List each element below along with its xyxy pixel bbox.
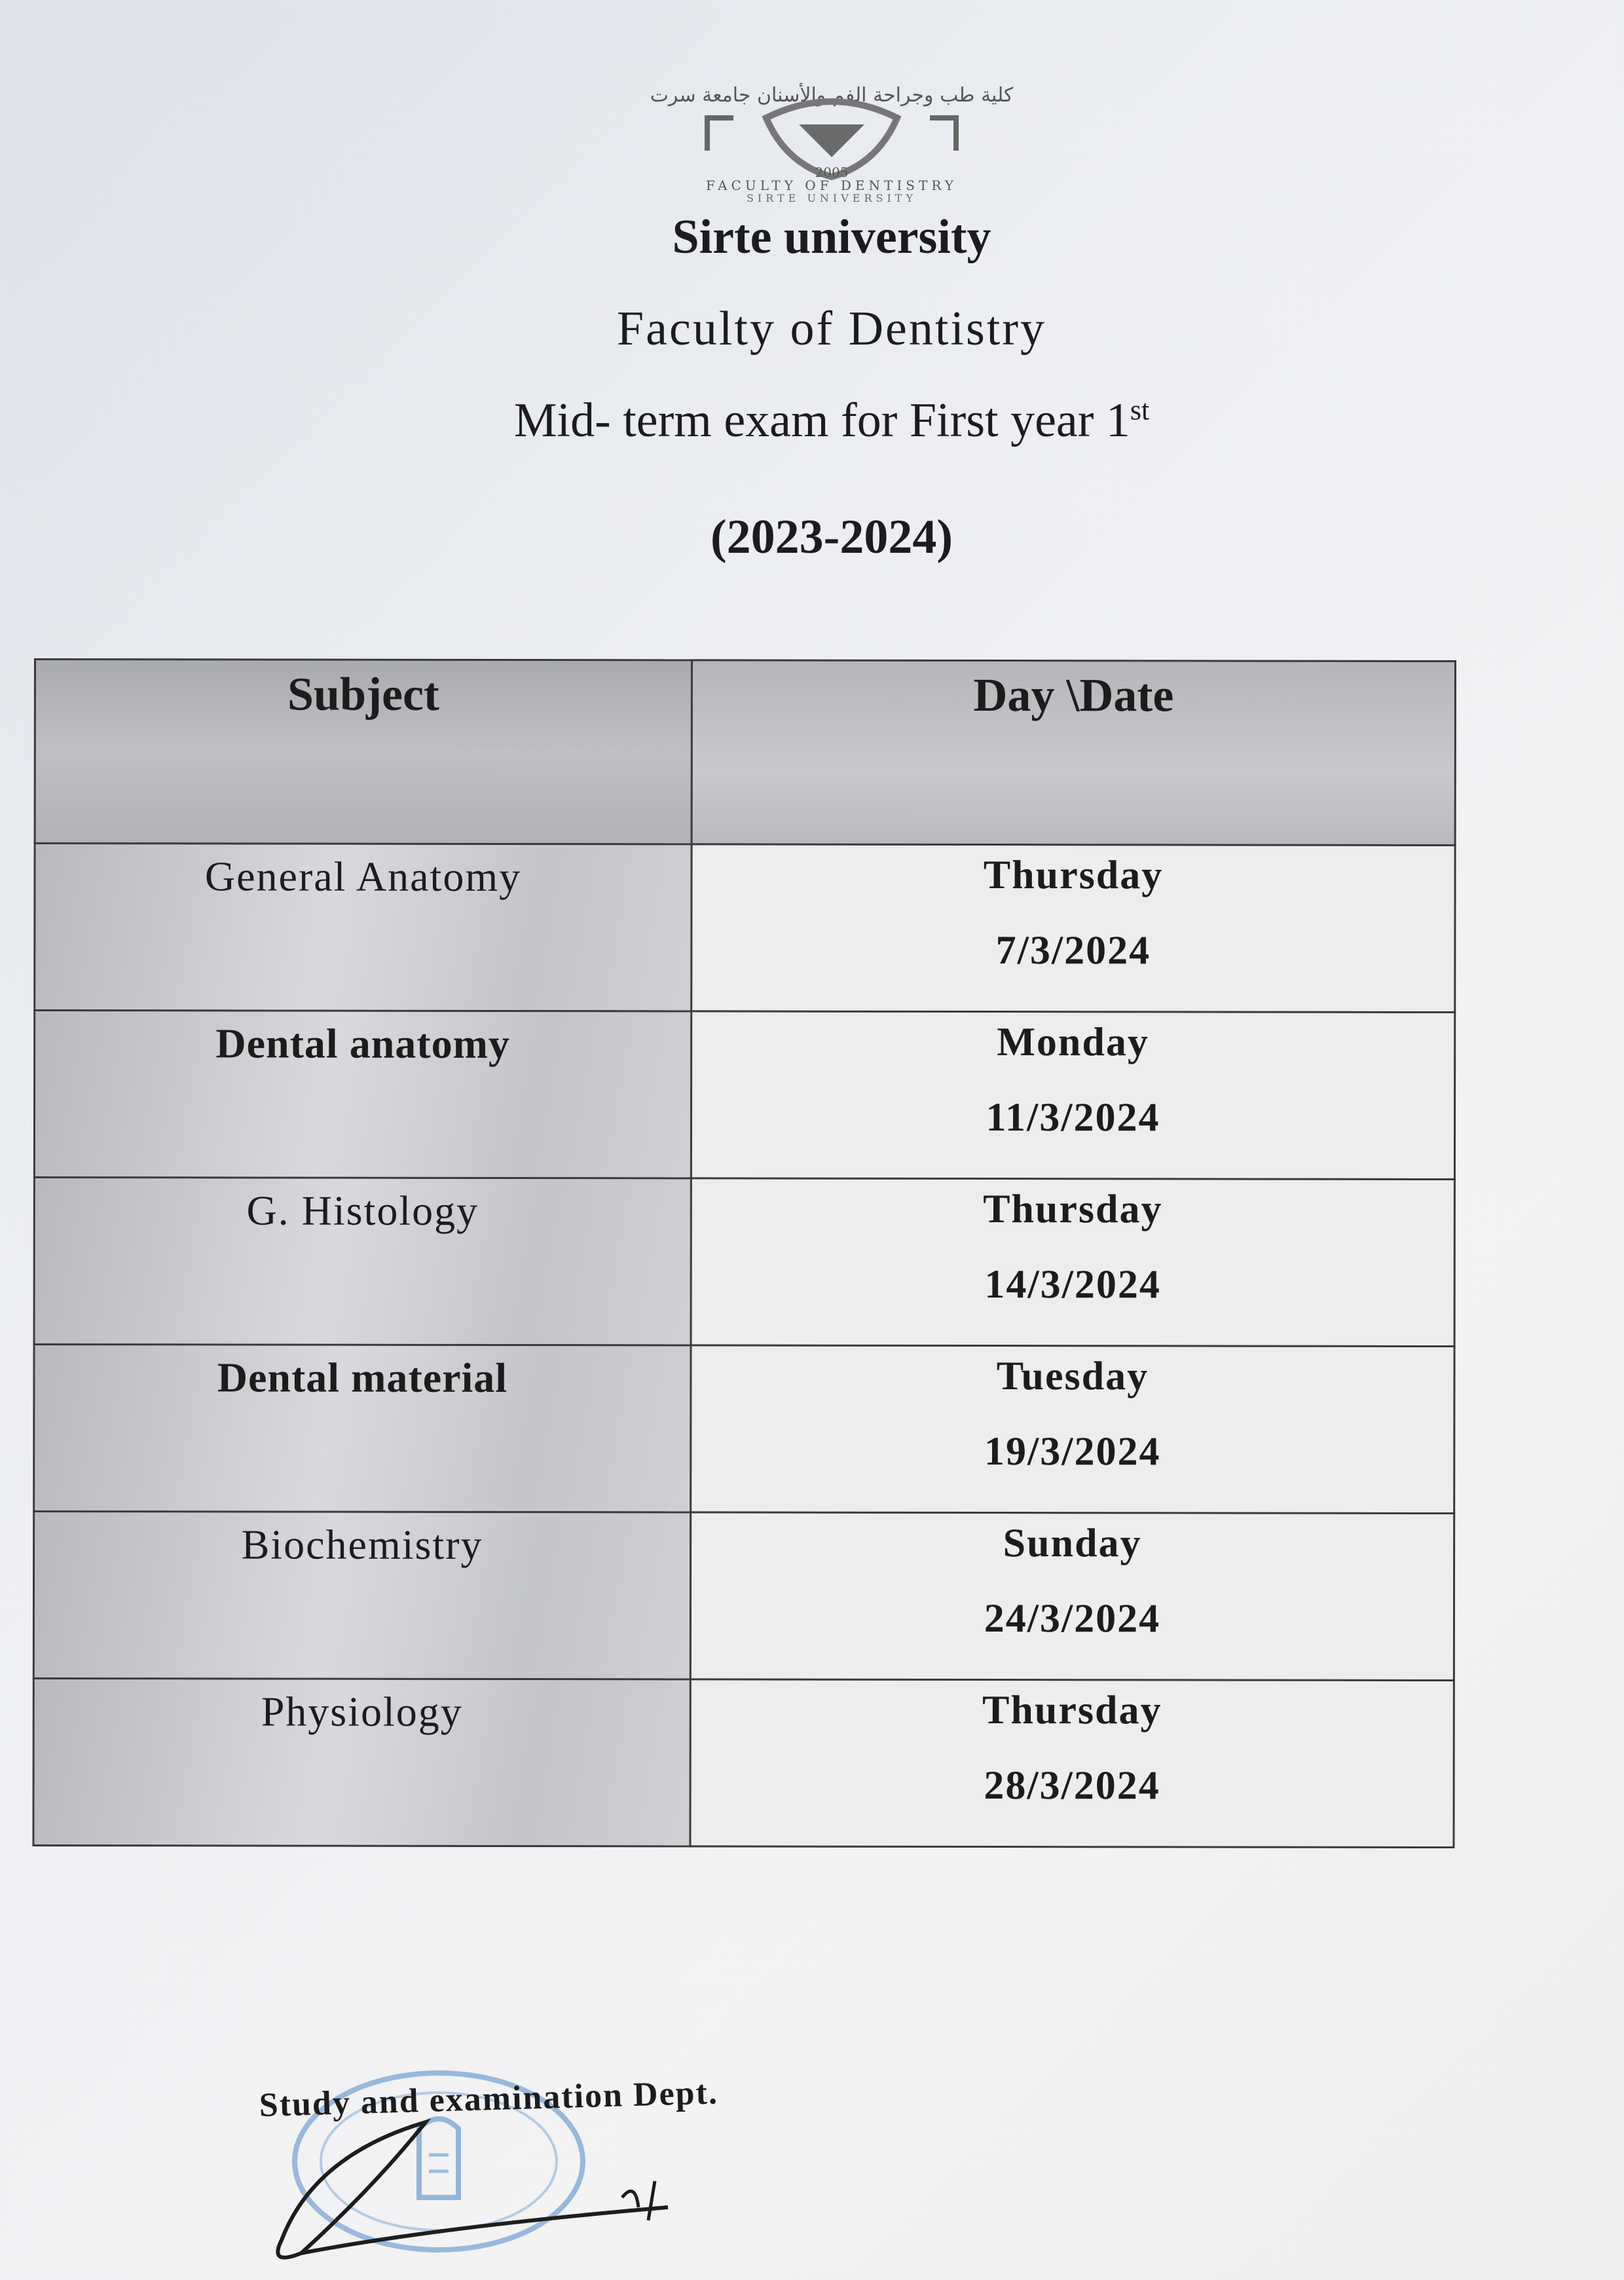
day-date-cell	[691, 1011, 1454, 1180]
table-header-row	[35, 660, 1455, 846]
day-name: Thursday	[982, 1688, 1162, 1733]
day-name: Thursday	[983, 1187, 1163, 1232]
day-name: Sunday	[1003, 1521, 1142, 1566]
subject-cell: Dental anatomy	[34, 1011, 691, 1178]
table-row	[34, 1178, 1454, 1347]
subject-cell: General Anatomy	[35, 844, 692, 1011]
exam-title-superscript: st	[1130, 394, 1150, 426]
table-row	[34, 1011, 1454, 1180]
subject-cell: G. Histology	[34, 1178, 691, 1345]
exam-date: 19/3/2024	[984, 1429, 1161, 1474]
subject-cell: Physiology	[33, 1679, 690, 1846]
day-date-cell	[692, 844, 1455, 1013]
table-row	[33, 1679, 1454, 1848]
day-date-cell	[690, 1679, 1454, 1848]
department-label: Study and examination Dept.	[259, 2074, 719, 2124]
logo-year: 2005	[815, 164, 849, 180]
subject-cell: Biochemistry	[33, 1512, 690, 1679]
academic-year: (2023-2024)	[710, 510, 953, 564]
table-row	[33, 1512, 1454, 1681]
exam-date: 24/3/2024	[984, 1596, 1161, 1641]
exam-title-text: Mid- term exam for First year 1	[513, 394, 1130, 447]
day-name: Tuesday	[996, 1354, 1149, 1399]
column-header-subject: Subject	[35, 660, 692, 844]
faculty-logo	[602, 72, 1061, 203]
table-row	[34, 1345, 1454, 1514]
logo-english-line1: FACULTY OF DENTISTRY	[706, 178, 957, 193]
exam-schedule-table	[32, 658, 1456, 1848]
logo-english-line2: SIRTE UNIVERSITY	[746, 192, 917, 203]
table-row	[35, 844, 1455, 1013]
day-date-cell	[691, 1178, 1454, 1347]
day-name: Thursday	[983, 853, 1164, 898]
day-date-cell	[691, 1345, 1454, 1514]
day-date-cell	[690, 1512, 1454, 1681]
logo-arabic-text: كلية طب وجراحة الفم والأسنان جامعة سرت	[650, 84, 1014, 107]
subject-cell: Dental material	[34, 1345, 691, 1512]
exam-date: 14/3/2024	[984, 1262, 1161, 1307]
day-name: Monday	[997, 1020, 1149, 1065]
university-name: Sirte university	[672, 210, 991, 264]
exam-date: 7/3/2024	[995, 928, 1151, 973]
exam-date: 11/3/2024	[986, 1095, 1160, 1140]
exam-date: 28/3/2024	[984, 1763, 1160, 1808]
column-header-day-date: Day \Date	[692, 660, 1455, 846]
faculty-name: Faculty of Dentistry	[616, 302, 1046, 356]
exam-title	[0, 393, 1624, 449]
